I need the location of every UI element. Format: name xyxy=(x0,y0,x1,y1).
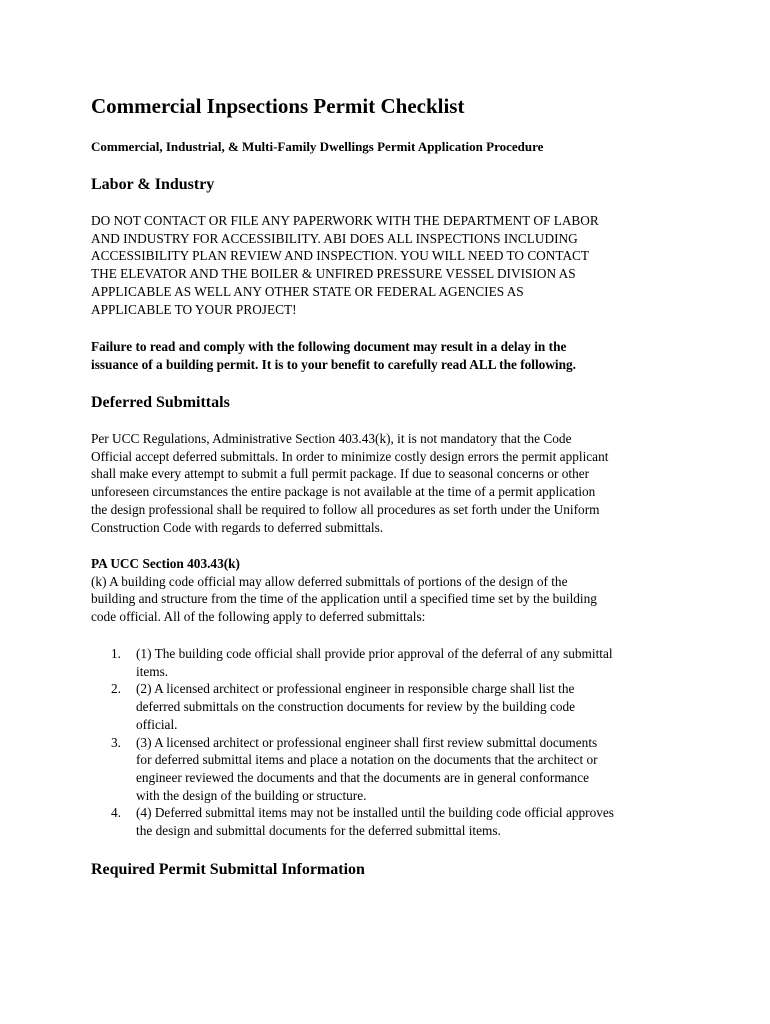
intro-line: Construction Code with regards to deferred submittals. xyxy=(91,519,384,535)
intro-line: Per UCC Regulations, Administrative Section 403.43(k), it is not mandatory that the Code xyxy=(91,431,572,446)
list-item-line: items. xyxy=(136,663,169,679)
intro-line: the design professional shall be required to follow all procedures as set forth under the Uniform xyxy=(91,501,600,517)
notice-line: AND INDUSTRY FOR ACCESSIBILITY. ABI DOES ALL INSPECTIONS INCLUDING xyxy=(91,230,578,246)
list-item-line: (4) Deferred submittal items may not be installed until the building code official approves xyxy=(136,805,614,821)
list-item xyxy=(91,645,691,680)
list-item-line: for deferred submittal items and place a notation on the documents that the architect or xyxy=(136,752,598,768)
warning-line: Failure to read and comply with the following document may result in a delay in the xyxy=(91,339,567,354)
list-item xyxy=(91,804,691,839)
list-item-line: deferred submittals on the construction documents for review by the building code xyxy=(136,699,576,715)
list-item-line: (3) A licensed architect or professional engineer shall first review submittal documents xyxy=(136,734,598,750)
list-item-line: official. xyxy=(136,716,178,732)
list-item xyxy=(91,734,691,805)
notice-line: ACCESSIBILITY PLAN REVIEW AND INSPECTION. YOU WILL NEED TO CONTACT xyxy=(91,248,590,264)
list-item-number: 1. xyxy=(111,646,121,661)
notice-line: APPLICABLE TO YOUR PROJECT! xyxy=(91,301,297,317)
labor-heading: Labor & Industry xyxy=(91,176,215,193)
list-item-line: (1) The building code official shall provide prior approval of the deferral of any submittal xyxy=(136,646,613,661)
notice-line: THE ELEVATOR AND THE BOILER & UNFIRED PRESSURE VESSEL DIVISION AS xyxy=(91,266,576,282)
intro-line: shall make every attempt to submit a full permit package. If due to seasonal concerns or other xyxy=(91,466,590,482)
required-heading: Required Permit Submittal Information xyxy=(91,861,365,878)
section-line: code official. All of the following apply to deferred submittals: xyxy=(91,609,426,625)
notice-line: DO NOT CONTACT OR FILE ANY PAPERWORK WITH THE DEPARTMENT OF LABOR xyxy=(91,213,599,228)
labor-notice xyxy=(91,212,687,318)
list-item-number: 4. xyxy=(111,805,121,821)
notice-line: APPLICABLE AS WELL ANY OTHER STATE OR FEDERAL AGENCIES AS xyxy=(91,283,524,299)
list-item-line: with the design of the building or structure. xyxy=(136,787,367,803)
deferred-heading: Deferred Submittals xyxy=(91,394,230,411)
list-item-number: 2. xyxy=(111,681,121,697)
warning-line: issuance of a building permit. It is to your benefit to carefully read ALL the following. xyxy=(91,356,576,372)
page-title: Commercial Inpsections Permit Checklist xyxy=(91,94,465,118)
intro-line: Official accept deferred submittals. In order to minimize costly design errors the permit applicant xyxy=(91,448,609,464)
deferred-requirements-list xyxy=(91,645,691,840)
list-item-number: 3. xyxy=(111,734,121,750)
section-line: building and structure from the time of the application until a specified time set by the building xyxy=(91,591,597,607)
list-item xyxy=(91,680,691,733)
list-item-line: (2) A licensed architect or professional engineer in responsible charge shall list the xyxy=(136,681,575,697)
deferred-intro xyxy=(91,430,687,536)
warning-paragraph xyxy=(91,338,687,373)
page-subtitle: Commercial, Industrial, & Multi-Family Dwellings Permit Application Procedure xyxy=(91,139,544,154)
section-line: (k) A building code official may allow deferred submittals of portions of the design of the xyxy=(91,573,568,589)
intro-line: unforeseen circumstances the entire package is not available at the time of a permit application xyxy=(91,484,596,500)
ucc-section xyxy=(91,555,687,626)
ucc-section-title: PA UCC Section 403.43(k) xyxy=(91,556,240,571)
list-item-line: the design and submittal documents for the deferred submittal items. xyxy=(136,823,501,839)
list-item-line: engineer reviewed the documents and that the documents are in general conformance xyxy=(136,769,590,785)
